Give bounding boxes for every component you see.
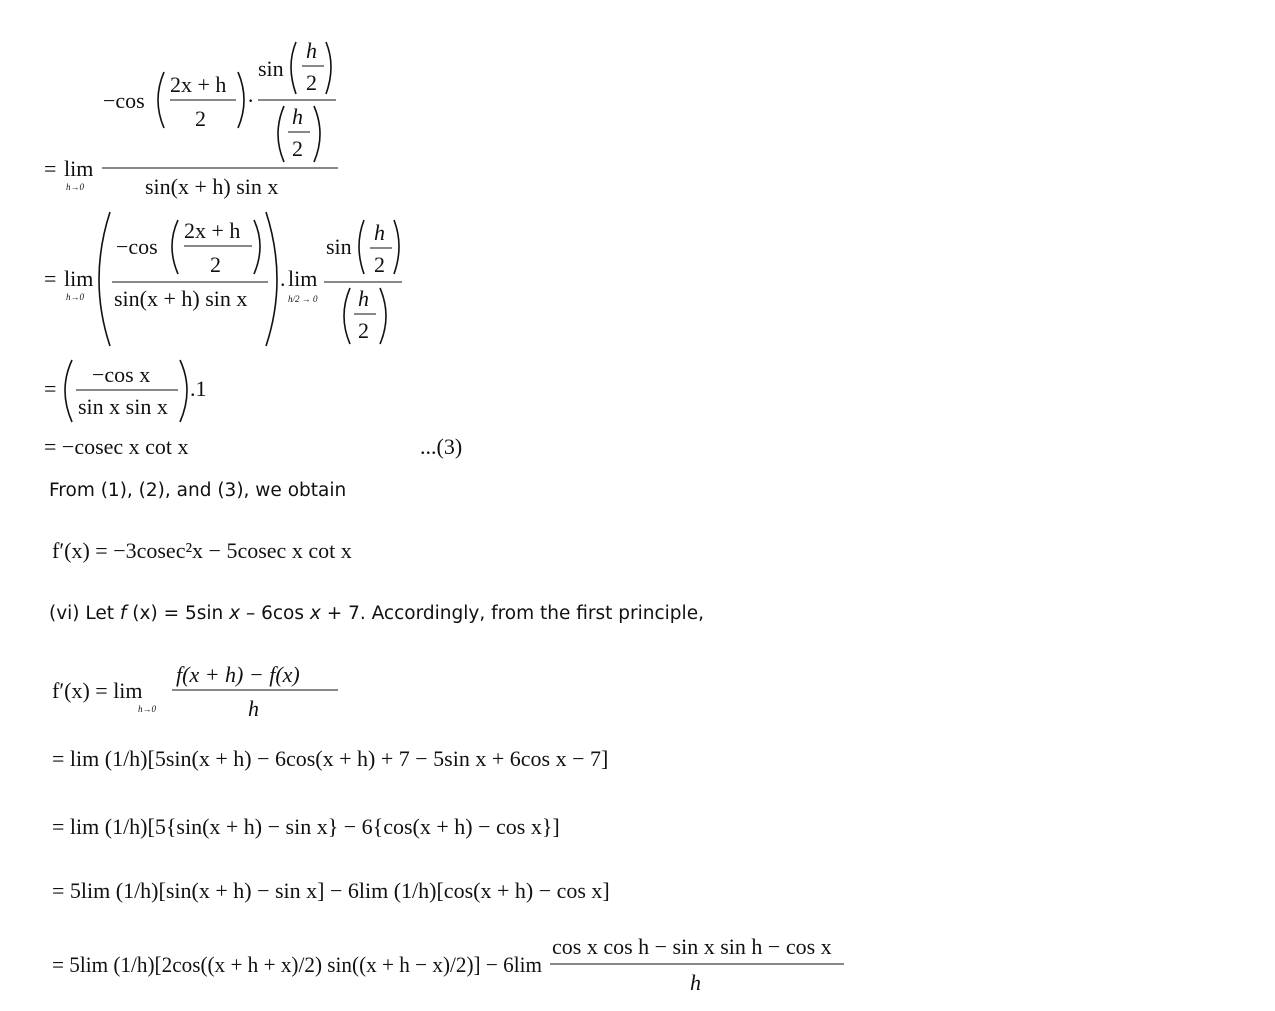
big-left-paren — [99, 212, 110, 346]
right-paren — [238, 72, 244, 128]
right-paren — [326, 42, 331, 94]
neg-cos: −cos — [103, 88, 145, 113]
part-vi-rest1: (x) = 5sin — [126, 603, 230, 624]
part-vi-rest2: – 6cos — [240, 603, 310, 624]
part-vi-prefix: (vi) Let — [49, 603, 120, 624]
denominator-2: 2 — [292, 136, 303, 161]
left-paren — [158, 72, 164, 128]
right-paren — [380, 288, 386, 344]
h-var: h — [306, 38, 317, 63]
lim-subscript-2: h/2 → 0 — [288, 294, 318, 304]
part-vi-x2: x — [309, 603, 321, 624]
step1-expression — [44, 38, 338, 199]
denominator: sin x sin x — [78, 394, 168, 419]
right-paren — [314, 106, 320, 162]
left-paren — [344, 288, 350, 344]
cosec-cot-result: = −cosec x cot x — [44, 434, 189, 459]
vi-line-3: = lim (1/h)[5{sin(x + h) − sin x} − 6{cos(x + h) − cos x}] — [52, 814, 560, 839]
part-vi-intro — [49, 603, 704, 624]
h-var: h — [358, 286, 369, 311]
neg-cos: −cos — [116, 234, 158, 259]
inner-denominator: sin(x + h) sin x — [114, 286, 248, 311]
left-paren — [359, 220, 364, 274]
lim-subscript: h→0 — [66, 292, 84, 302]
vi-line-5-denominator: h — [690, 970, 701, 995]
times-one: .1 — [190, 376, 207, 401]
step3-expression — [44, 360, 207, 422]
denominator-2: 2 — [306, 70, 317, 95]
equals-sign: = — [44, 376, 57, 401]
vi-line-5-main: = 5lim (1/h)[2cos((x + h + x)/2) sin((x + h − x)/2)] − 6lim — [52, 952, 542, 977]
part-vi-rest3: + 7. Accordingly, from the first principle, — [320, 603, 704, 624]
step4-expression — [44, 434, 462, 459]
right-paren — [394, 220, 399, 274]
denominator-2: 2 — [195, 106, 206, 131]
difference-quotient-numerator: f(x + h) − f(x) — [176, 662, 300, 687]
left-paren — [278, 106, 284, 162]
lim-subscript: h→0 — [66, 182, 84, 192]
lim-operator: lim — [64, 266, 94, 291]
left-paren — [172, 220, 178, 274]
equals-sign: = — [44, 266, 57, 291]
dot-operator: . — [280, 266, 286, 291]
sin-label: sin — [326, 234, 352, 259]
fprime-result: f′(x) = −3cosec²x − 5cosec x cot x — [52, 538, 352, 563]
numerator: −cos x — [92, 362, 151, 387]
vi-line-1 — [52, 662, 338, 721]
lim-operator-2: lim — [288, 266, 318, 291]
h-var: h — [292, 104, 303, 129]
dot-operator: · — [247, 88, 255, 113]
vi-line-2: = lim (1/h)[5sin(x + h) − 6cos(x + h) + 7 − 5sin x + 6cos x − 7] — [52, 746, 609, 771]
denominator-2: 2 — [358, 318, 369, 343]
fprime-lim: f′(x) = lim — [52, 678, 143, 703]
right-paren — [254, 220, 260, 274]
difference-quotient-denominator: h — [248, 696, 259, 721]
equation-tag-3: ...(3) — [420, 434, 463, 459]
equals-sign: = — [44, 156, 57, 181]
numerator-2x-plus-h: 2x + h — [170, 72, 227, 97]
left-paren — [65, 360, 72, 422]
lim-operator: lim — [64, 156, 94, 181]
big-right-paren — [266, 212, 277, 346]
vi-line-5 — [52, 934, 844, 995]
vi-line-5-numerator: cos x cos h − sin x sin h − cos x — [552, 934, 832, 959]
vi-line-4: = 5lim (1/h)[sin(x + h) − sin x] − 6lim (1/h)[cos(x + h) − cos x] — [52, 878, 610, 903]
step2-expression — [44, 212, 402, 346]
denominator-2: 2 — [210, 252, 221, 277]
right-paren — [180, 360, 187, 422]
from-text: From (1), (2), and (3), we obtain — [49, 480, 347, 501]
part-vi-x1: x — [229, 603, 241, 624]
lim-subscript: h→0 — [138, 704, 156, 714]
main-denominator: sin(x + h) sin x — [145, 174, 279, 199]
numerator-2x-plus-h: 2x + h — [184, 218, 241, 243]
part-vi-f: f — [119, 603, 127, 624]
denominator-2: 2 — [374, 252, 385, 277]
h-var: h — [374, 220, 385, 245]
sin-label: sin — [258, 56, 284, 81]
left-paren — [291, 42, 296, 94]
